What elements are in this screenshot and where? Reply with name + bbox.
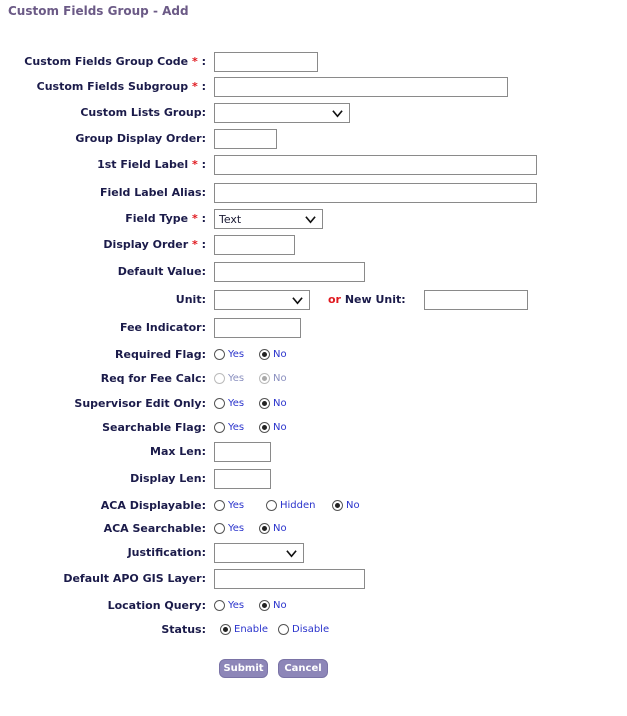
lists-group-select[interactable]	[214, 103, 350, 123]
radio-icon	[214, 373, 225, 384]
required-flag-no[interactable]: No	[259, 349, 287, 360]
row-aca-displayable	[0, 496, 627, 516]
row-unit	[0, 290, 627, 310]
row-first-field-label	[0, 155, 627, 175]
group-display-order-label: Group Display Order:	[75, 132, 206, 145]
row-group-display-order	[0, 129, 627, 149]
required-flag-yes[interactable]: Yes	[214, 349, 244, 360]
radio-icon	[214, 600, 225, 611]
location-query-label: Location Query:	[107, 599, 206, 612]
radio-selected-icon	[220, 624, 231, 635]
fee-indicator-input[interactable]	[214, 318, 301, 338]
row-supervisor-edit	[0, 394, 627, 414]
display-len-input[interactable]	[214, 469, 271, 489]
supervisor-edit-no[interactable]: No	[259, 398, 287, 409]
radio-icon	[266, 500, 277, 511]
display-order-label: Display Order * :	[103, 238, 206, 251]
group-display-order-input[interactable]	[214, 129, 277, 149]
required-flag-label: Required Flag:	[115, 348, 206, 361]
chevron-down-icon	[305, 214, 316, 225]
location-query-no[interactable]: No	[259, 600, 287, 611]
field-type-select[interactable]	[214, 209, 323, 229]
row-lists-group	[0, 103, 627, 123]
aca-displayable-no[interactable]: No	[332, 500, 360, 511]
justification-label: Justification:	[127, 546, 206, 559]
row-req-fee-calc	[0, 369, 627, 389]
row-aca-searchable	[0, 519, 627, 539]
display-order-input[interactable]	[214, 235, 295, 255]
location-query-yes[interactable]: Yes	[214, 600, 244, 611]
row-group-code	[0, 52, 627, 72]
fee-indicator-label: Fee Indicator:	[120, 321, 206, 334]
radio-icon	[214, 500, 225, 511]
aca-searchable-yes[interactable]: Yes	[214, 523, 244, 534]
aca-displayable-hidden[interactable]: Hidden	[266, 500, 315, 511]
page-title: Custom Fields Group - Add	[8, 4, 189, 18]
status-label: Status:	[161, 623, 206, 636]
status-disable[interactable]: Disable	[278, 624, 329, 635]
cancel-button[interactable]: Cancel	[278, 659, 328, 678]
chevron-down-icon	[292, 295, 303, 306]
group-code-input[interactable]	[214, 52, 318, 72]
radio-selected-icon	[259, 523, 270, 534]
aca-searchable-label: ACA Searchable:	[103, 522, 206, 535]
aca-displayable-yes[interactable]: Yes	[214, 500, 244, 511]
req-fee-calc-no: No	[259, 373, 287, 384]
display-len-label: Display Len:	[130, 472, 206, 485]
radio-selected-icon	[332, 500, 343, 511]
radio-icon	[214, 349, 225, 360]
default-value-label: Default Value:	[117, 265, 206, 278]
row-subgroup	[0, 77, 627, 97]
new-unit-input[interactable]	[424, 290, 528, 310]
default-apo-gis-label: Default APO GIS Layer:	[63, 572, 206, 585]
req-fee-calc-label: Req for Fee Calc:	[100, 372, 206, 385]
submit-button[interactable]: Submit	[219, 659, 268, 678]
radio-icon	[214, 523, 225, 534]
supervisor-edit-label: Supervisor Edit Only:	[74, 397, 206, 410]
field-label-alias-input[interactable]	[214, 183, 537, 203]
row-display-len	[0, 469, 627, 489]
row-display-order	[0, 235, 627, 255]
row-justification	[0, 543, 627, 563]
unit-label: Unit:	[175, 293, 206, 306]
default-apo-gis-input[interactable]	[214, 569, 365, 589]
row-location-query	[0, 596, 627, 616]
subgroup-label: Custom Fields Subgroup * :	[36, 80, 206, 93]
row-max-len	[0, 442, 627, 462]
radio-selected-icon	[259, 422, 270, 433]
radio-selected-icon	[259, 600, 270, 611]
max-len-label: Max Len:	[150, 445, 206, 458]
radio-icon	[278, 624, 289, 635]
field-type-value: Text	[219, 213, 242, 226]
chevron-down-icon	[286, 548, 297, 559]
searchable-flag-no[interactable]: No	[259, 422, 287, 433]
radio-selected-icon	[259, 349, 270, 360]
row-field-type	[0, 209, 627, 229]
row-default-value	[0, 262, 627, 282]
unit-select[interactable]	[214, 290, 310, 310]
group-code-label: Custom Fields Group Code * :	[24, 55, 206, 68]
req-fee-calc-yes: Yes	[214, 373, 244, 384]
chevron-down-icon	[332, 108, 343, 119]
status-enable[interactable]: Enable	[220, 624, 268, 635]
first-field-label-label: 1st Field Label * :	[97, 158, 206, 171]
new-unit-label: or New Unit:	[328, 293, 406, 306]
radio-icon	[214, 422, 225, 433]
radio-icon	[214, 398, 225, 409]
row-fee-indicator	[0, 318, 627, 338]
row-default-apo-gis	[0, 569, 627, 589]
row-field-label-alias	[0, 183, 627, 203]
lists-group-label: Custom Lists Group:	[80, 106, 206, 119]
field-type-label: Field Type * :	[125, 212, 206, 225]
searchable-flag-label: Searchable Flag:	[102, 421, 206, 434]
justification-select[interactable]	[214, 543, 304, 563]
first-field-label-input[interactable]	[214, 155, 537, 175]
aca-displayable-label: ACA Displayable:	[100, 499, 206, 512]
subgroup-input[interactable]	[214, 77, 508, 97]
row-required-flag	[0, 345, 627, 365]
row-status	[0, 620, 627, 640]
default-value-input[interactable]	[214, 262, 365, 282]
max-len-input[interactable]	[214, 442, 271, 462]
field-label-alias-label: Field Label Alias:	[99, 186, 206, 199]
searchable-flag-yes[interactable]: Yes	[214, 422, 244, 433]
radio-selected-icon	[259, 373, 270, 384]
row-searchable-flag	[0, 418, 627, 438]
aca-searchable-no[interactable]: No	[259, 523, 287, 534]
supervisor-edit-yes[interactable]: Yes	[214, 398, 244, 409]
radio-selected-icon	[259, 398, 270, 409]
